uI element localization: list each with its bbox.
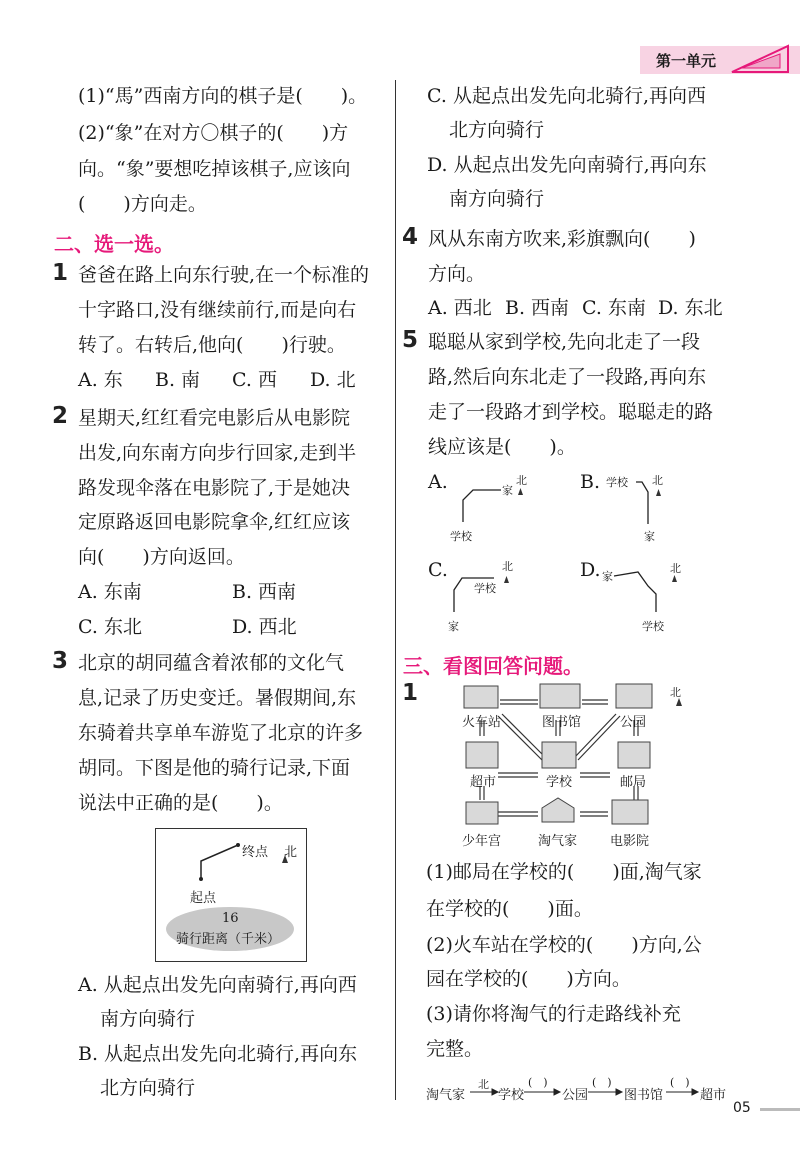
q1-line-3: 转了。右转后,他向( )行驶。 [78, 334, 346, 356]
section-3-title: 三、看图回答问题。 [403, 654, 583, 678]
map-north-label: 北 [670, 686, 681, 699]
q3-option-a-line-1[interactable]: A. 从起点出发先向南骑行,再向西 [78, 974, 357, 996]
prev-q-line-3: 向。“象”要想吃掉该棋子,应该向 [78, 158, 351, 180]
north-arrow-icon [672, 575, 677, 582]
q2-line-2: 出发,向东南方向步行回家,走到半 [78, 442, 357, 464]
q1-number: 1 [52, 260, 69, 286]
q3-line-5: 说法中正确的是( )。 [78, 792, 283, 814]
q2-option-a[interactable]: A. 东南 [78, 581, 142, 603]
q5-c-school: 学校 [474, 582, 496, 595]
supermarket-building [466, 742, 498, 768]
q2-number: 2 [52, 403, 69, 429]
q5-b-school: 学校 [606, 476, 628, 489]
q5-d-north: 北 [670, 562, 681, 575]
town-map [458, 680, 698, 850]
q5-a-school: 学校 [450, 530, 472, 543]
q1-option-a[interactable]: A. 东 [78, 369, 123, 391]
prev-q-line-1: (1)“馬”西南方向的棋子是( )。 [78, 85, 368, 107]
q5-d-school: 学校 [642, 620, 664, 633]
map-place-post-office: 邮局 [620, 775, 647, 790]
route-blank-2[interactable]: ( ) [592, 1076, 612, 1089]
q4-option-c[interactable]: C. 东南 [582, 297, 646, 319]
youth-palace-building [466, 802, 498, 824]
post-office-building [618, 742, 650, 768]
map-roads [458, 680, 698, 850]
route-home: 淘气家 [426, 1088, 466, 1103]
q3-option-c-line-1[interactable]: C. 从起点出发先向北骑行,再向西 [427, 85, 706, 107]
p1-number: 1 [402, 680, 419, 706]
q5-b-home: 家 [644, 530, 655, 543]
cinema-building [612, 800, 648, 824]
q5-b-north: 北 [652, 474, 663, 487]
route-blank-3[interactable]: ( ) [670, 1076, 690, 1089]
library-building [540, 684, 580, 708]
q3-option-b-line-2: 北方向骑行 [100, 1077, 196, 1099]
q1-option-b[interactable]: B. 南 [155, 369, 201, 391]
q4-line-1: 风从东南方吹来,彩旗飘向( ) [428, 228, 696, 250]
prev-q-line-4: ( )方向走。 [78, 193, 207, 215]
q5-line-4: 线应该是( )。 [428, 436, 576, 458]
q3-option-d-line-2: 南方向骑行 [449, 188, 545, 210]
q4-option-a[interactable]: A. 西北 [428, 297, 492, 319]
q5-d-home: 家 [602, 570, 613, 583]
q5-line-1: 聪聪从家到学校,先向北走了一段 [428, 331, 701, 353]
q1-option-c[interactable]: C. 西 [232, 369, 277, 391]
p1-line-5: (3)请你将淘气的行走路线补充 [426, 1003, 681, 1025]
p1-line-1: (1)邮局在学校的( )面,淘气家 [426, 861, 702, 883]
map-place-library: 图书馆 [542, 715, 582, 730]
route-dir-1: 北 [478, 1078, 489, 1091]
q5-a-north: 北 [516, 474, 527, 487]
q1-line-1: 爸爸在路上向东行驶,在一个标准的 [78, 264, 370, 286]
q3-end-label: 终点 [242, 845, 269, 860]
map-place-park: 公园 [620, 715, 647, 730]
north-arrow-icon [656, 489, 661, 496]
ruler-triangle-icon [728, 42, 800, 76]
q5-b-letter: B. [580, 471, 601, 493]
q5-option-b[interactable] [580, 468, 700, 548]
unit-label: 第一单元 [656, 52, 717, 70]
q5-number: 5 [402, 327, 419, 353]
q1-option-d[interactable]: D. 北 [310, 369, 356, 391]
north-arrow-icon [504, 576, 509, 583]
q3-line-1: 北京的胡同蕴含着浓郁的文化气 [78, 652, 345, 674]
q5-c-north: 北 [502, 560, 513, 573]
q3-line-4: 胡同。下图是他的骑行记录,下面 [78, 757, 351, 779]
map-place-school: 学校 [546, 775, 573, 790]
route-park: 公园 [562, 1088, 589, 1103]
q5-c-home: 家 [448, 620, 459, 633]
column-divider [395, 80, 396, 1100]
q3-distance-value: 16 [222, 911, 239, 926]
school-building [542, 742, 576, 768]
map-place-supermarket: 超市 [470, 775, 497, 790]
q4-option-d[interactable]: D. 东北 [658, 297, 723, 319]
q3-distance-label: 骑行距离（千米） [176, 932, 281, 947]
prev-q-line-2: (2)“象”在对方〇棋子的( )方 [78, 122, 349, 144]
q2-option-b[interactable]: B. 西南 [232, 581, 297, 603]
q3-number: 3 [52, 648, 69, 674]
q2-line-5: 向( )方向返回。 [78, 546, 245, 568]
q5-a-home: 家 [502, 484, 513, 497]
q3-ride-figure [155, 828, 307, 962]
q3-line-2: 息,记录了历史变迁。暑假期间,东 [78, 687, 357, 709]
page-number: 05 [733, 1100, 751, 1116]
q1-line-2: 十字路口,没有继续前行,而是向右 [78, 299, 357, 321]
q5-d-letter: D. [580, 559, 601, 581]
map-place-train-station: 火车站 [462, 715, 502, 730]
q4-line-2: 方向。 [428, 263, 486, 285]
home-building [542, 798, 574, 822]
route-blank-1[interactable]: ( ) [528, 1076, 548, 1089]
q5-c-letter: C. [428, 559, 448, 581]
route-market: 超市 [700, 1088, 727, 1103]
q2-option-c[interactable]: C. 东北 [78, 616, 142, 638]
q3-option-b-line-1[interactable]: B. 从起点出发先向北骑行,再向东 [78, 1043, 358, 1065]
q5-option-a[interactable] [428, 468, 548, 548]
route-school: 学校 [498, 1088, 525, 1103]
north-arrow-icon [518, 488, 523, 495]
map-place-cinema: 电影院 [610, 834, 650, 849]
route-sequence [426, 1074, 736, 1104]
q3-line-3: 东骑着共享单车游览了北京的许多 [78, 722, 364, 744]
q2-line-1: 星期天,红红看完电影后从电影院 [78, 407, 351, 429]
q3-option-a-line-2: 南方向骑行 [100, 1008, 196, 1030]
q3-option-c-line-2: 北方向骑行 [449, 119, 545, 141]
q5-line-3: 走了一段路才到学校。聪聪走的路 [428, 401, 714, 423]
map-place-youth-palace: 少年宫 [462, 834, 502, 849]
q2-option-d[interactable]: D. 西北 [232, 616, 297, 638]
q5-line-2: 路,然后向东北走了一段路,再向东 [428, 366, 707, 388]
q3-start-label: 起点 [190, 891, 217, 906]
map-place-taoqi-home: 淘气家 [538, 834, 578, 849]
q2-line-3: 路发现伞落在电影院了,于是她决 [78, 477, 351, 499]
p1-line-4: 园在学校的( )方向。 [426, 968, 631, 990]
q4-number: 4 [402, 224, 419, 250]
route-library: 图书馆 [624, 1088, 664, 1103]
p1-line-2: 在学校的( )面。 [426, 898, 593, 920]
q2-line-4: 定原路返回电影院拿伞,红红应该 [78, 511, 351, 533]
q5-a-letter: A. [428, 471, 448, 493]
section-2-title: 二、选一选。 [54, 232, 174, 256]
p1-line-6: 完整。 [426, 1038, 484, 1060]
park-building [616, 684, 652, 708]
q3-north-label: 北 [284, 845, 298, 860]
q3-option-d-line-1[interactable]: D. 从起点出发先向南骑行,再向东 [427, 154, 707, 176]
q5-option-d[interactable] [580, 556, 700, 636]
p1-line-3: (2)火车站在学校的( )方向,公 [426, 934, 702, 956]
q4-option-b[interactable]: B. 西南 [505, 297, 570, 319]
page-number-rule [760, 1108, 800, 1111]
train-station-building [464, 686, 498, 708]
q5-option-c[interactable] [428, 556, 548, 636]
